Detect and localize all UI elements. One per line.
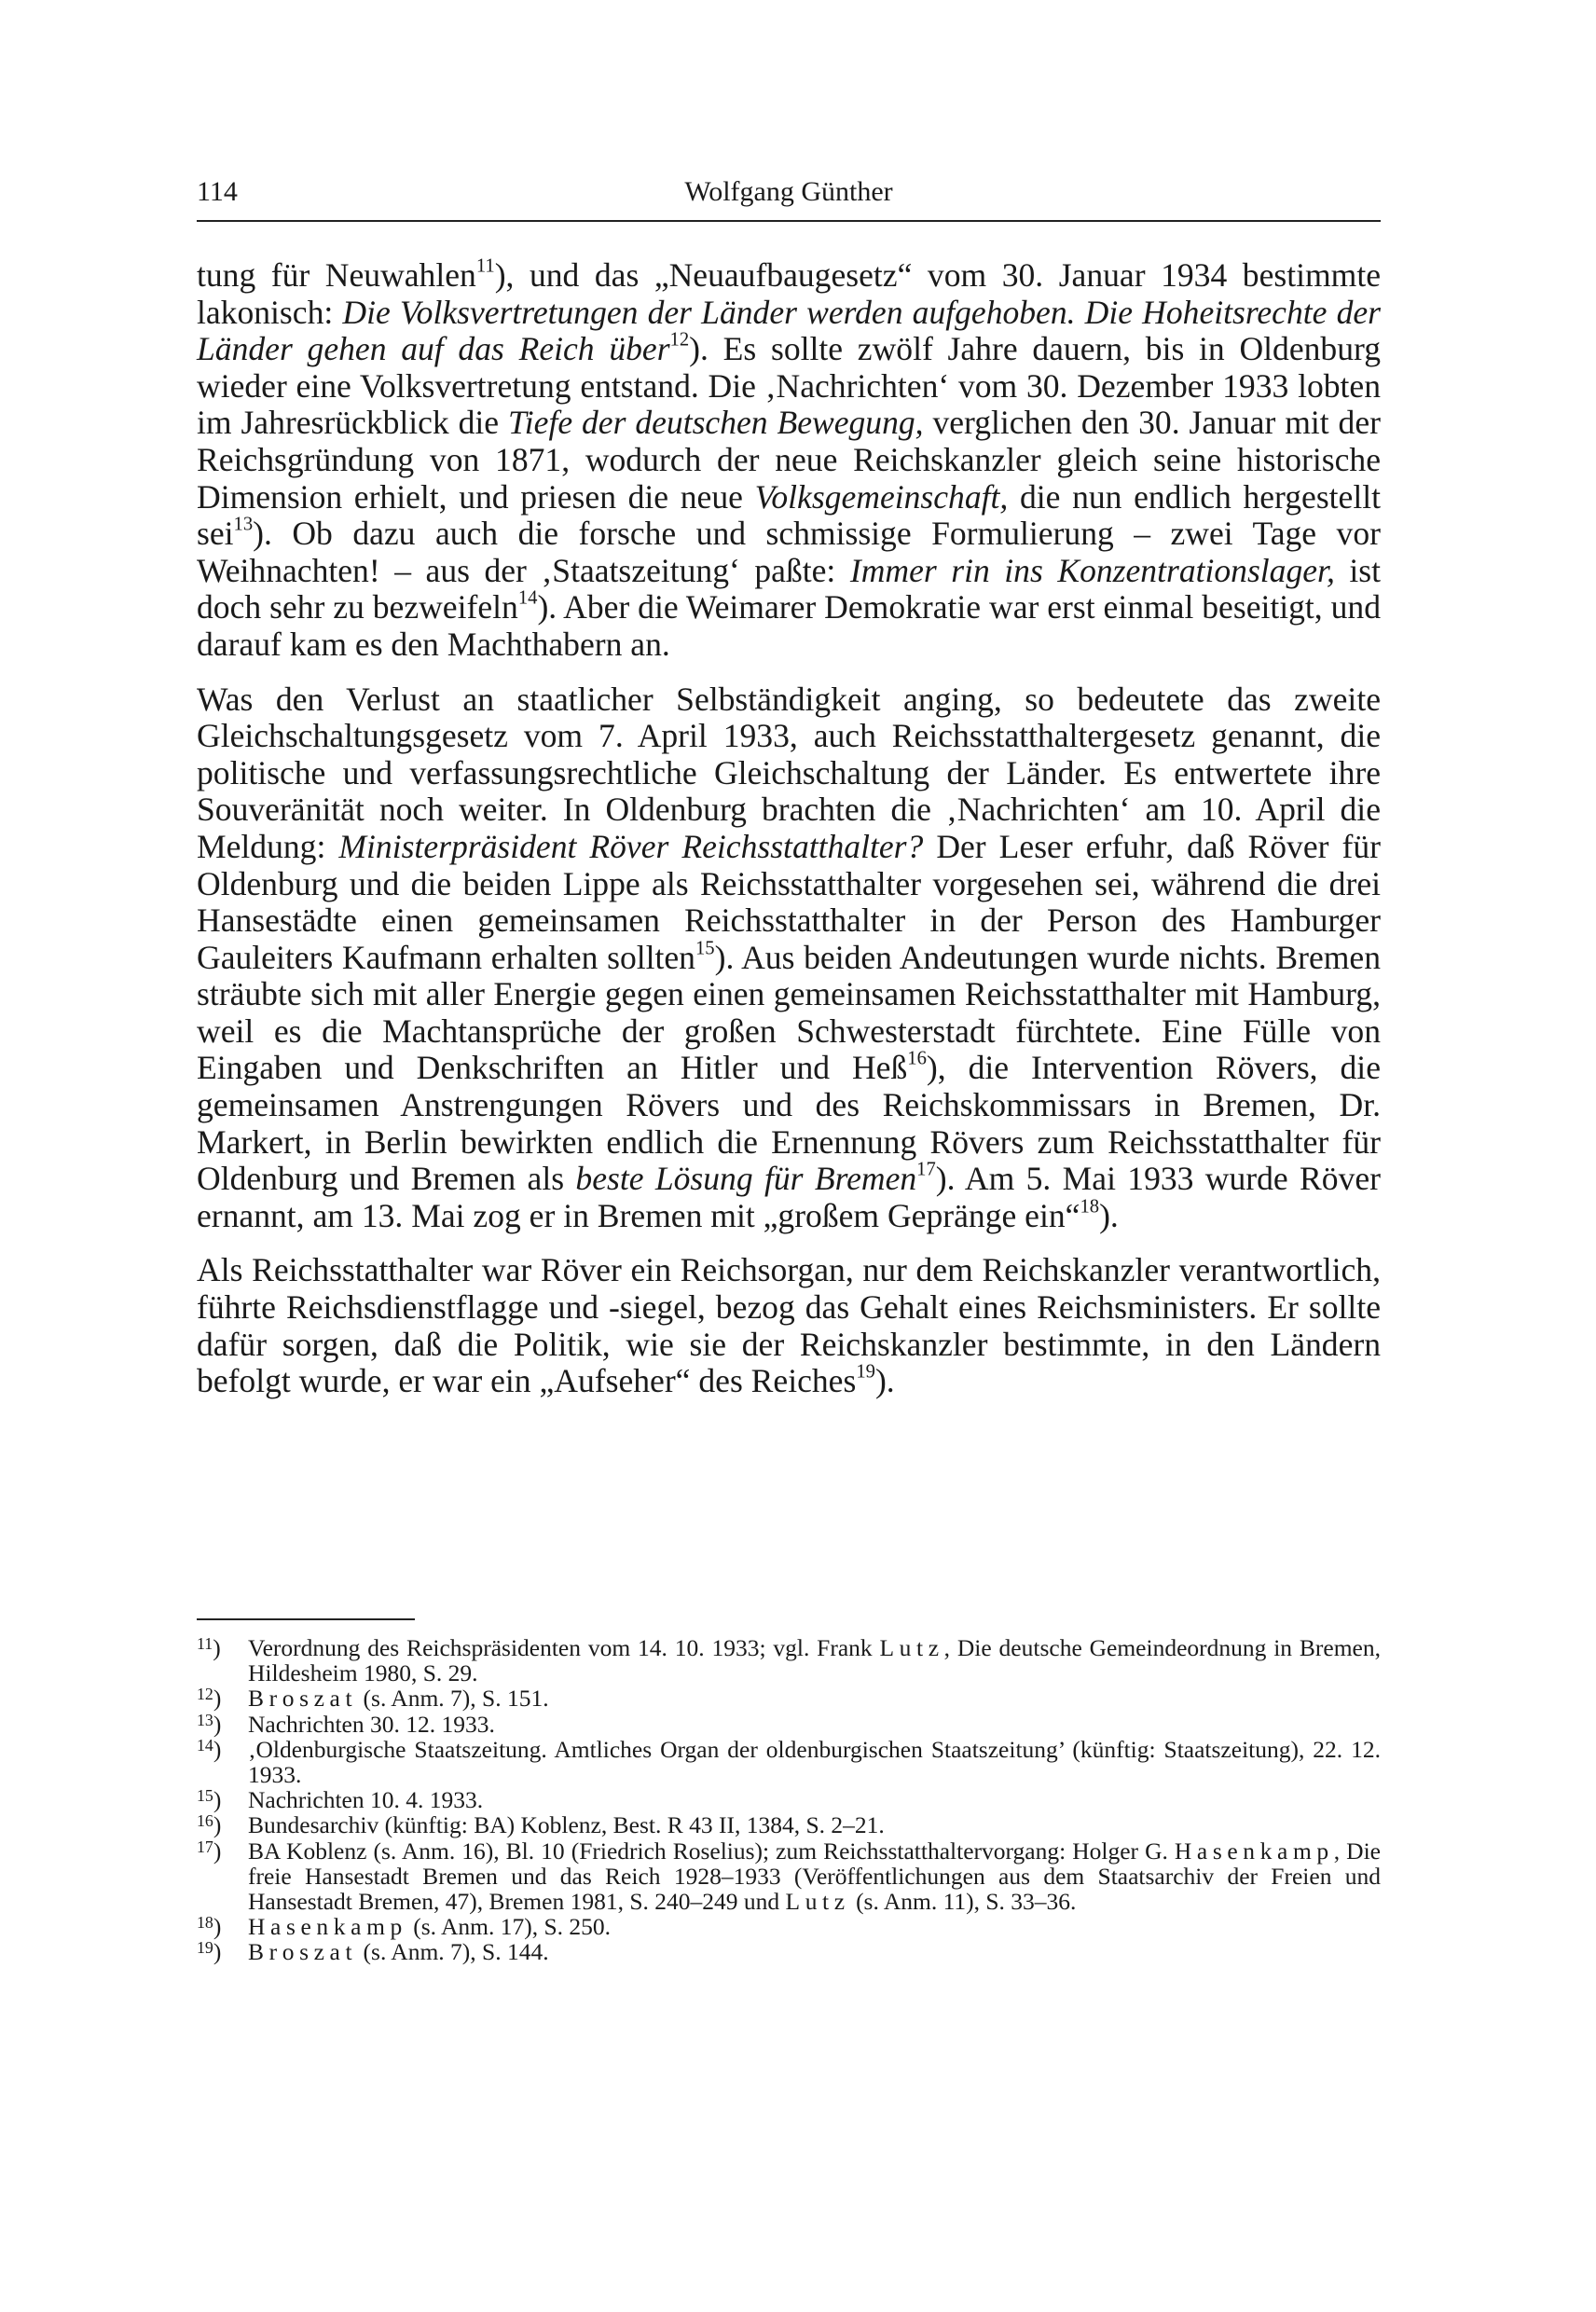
footnote-text: (s. Anm. 11), S. 33–36. xyxy=(849,1888,1077,1916)
footnote-number-text: 16 xyxy=(197,1811,213,1831)
text-run: ). xyxy=(1099,1196,1119,1234)
text-run: ). Am 5. Mai 1933 wurde Röver ernannt, am 13. Mai zog er in Bremen mit „großem Gepränge ein“ xyxy=(197,1160,1381,1234)
paragraph-1 xyxy=(197,257,1381,664)
footnote-text: Bundesarchiv (künftig: BA) Koblenz, Best. R 43 II, 1384, S. 2–21. xyxy=(248,1811,885,1839)
author-name: Lutz xyxy=(879,1634,944,1661)
footnote-number: $^{16}$) xyxy=(197,1811,222,1839)
footnote-text: Nachrichten 30. 12. 1933. xyxy=(248,1710,495,1738)
text-run: ), und das „Neuaufbaugesetz“ vom 30. Januar 1934 bestimmte lakonisch: xyxy=(197,256,1381,331)
italic-quote: Volksgemeinschaft, xyxy=(754,477,1009,516)
footnote-18 xyxy=(197,1914,1381,1939)
page-number: 114 xyxy=(197,176,238,207)
footnote-number-text: 17 xyxy=(197,1837,213,1856)
footnote-text: , Die freie Hansestadt Bremen und das Reich 1928–1933 (Veröffentlichungen aus dem Staatsarchiv der Freien und Hansestadt Bremen, 47), Bremen 1981, S. 240–249 und xyxy=(248,1837,1381,1916)
footnote-number-text: 11 xyxy=(197,1633,213,1653)
running-head-author: Wolfgang Günther xyxy=(684,176,893,207)
footnote-12 xyxy=(197,1686,1381,1711)
footnote-ref-13: 13 xyxy=(233,514,254,535)
author-name: Hasenkamp xyxy=(248,1913,407,1941)
footnote-19 xyxy=(197,1939,1381,1964)
footnote-number-text: 18 xyxy=(197,1913,213,1933)
text-run: ), die Intervention Rövers, die gemeinsamen Anstrengungen Rövers und des Reichskommissars in Bremen, Dr. Markert, in Berlin bewirkten endlich die Ernennung Rövers zum Reichsstatthalter für Oldenburg und Bremen als xyxy=(197,1049,1381,1198)
italic-quote: Ministerpräsident Röver Reichsstatthalter? xyxy=(338,827,924,865)
footnote-number: $^{15}$) xyxy=(197,1786,222,1814)
author-name: Broszat xyxy=(248,1685,358,1713)
footnote-number: $^{11}$) xyxy=(197,1633,221,1661)
text-run: ). xyxy=(874,1362,895,1400)
footnote-16 xyxy=(197,1812,1381,1837)
italic-quote: beste Lösung für Bremen xyxy=(575,1160,917,1198)
footnote-ref-16: 16 xyxy=(907,1048,927,1069)
footnote-17 xyxy=(197,1838,1381,1915)
main-text xyxy=(197,257,1381,1400)
author-name: Broszat xyxy=(248,1938,358,1966)
text-run: die nun endlich hergestellt sei xyxy=(197,477,1382,553)
footnote-ref-12: 12 xyxy=(669,329,690,351)
author-name: Lutz xyxy=(785,1888,850,1916)
footnote-ref-15: 15 xyxy=(695,938,715,959)
footnote-number: $^{17}$) xyxy=(197,1837,222,1865)
text-run: Als Reichsstatthalter war Röver ein Reichsorgan, nur dem Reichskanzler verantwortlich, führte Reichsdienstflagge und -siegel, bezog das Gehalt eines Reichsministers. Er sollte dafür sorgen, daß die Politik, wie sie der Reichskanzler bestimmte, in den Ländern befolgt wurde, er war ein „Aufseher“ des Reiches xyxy=(197,1251,1381,1400)
footnote-number-text: 19 xyxy=(197,1938,213,1958)
footnote-ref-18: 18 xyxy=(1080,1196,1100,1218)
footnote-text: Nachrichten 10. 4. 1933. xyxy=(248,1786,484,1814)
footnote-text: (s. Anm. 7), S. 144. xyxy=(357,1938,549,1966)
footnote-ref-11: 11 xyxy=(475,255,495,277)
text-run: ). Aber die Weimarer Demokratie war erst einmal beseitigt, und darauf kam es den Machthabern an. xyxy=(197,588,1381,663)
italic-quote: Immer rin ins Konzentrationslager, xyxy=(849,551,1335,589)
text-run: ). Ob dazu auch die forsche und schmissige Formulierung – zwei Tage vor Weihnachten! – aus der ‚Staatszeitung‘ paßte: xyxy=(197,515,1381,589)
footnote-text: , Die deutsche Gemeindeordnung in Bremen, Hildesheim 1980, S. 29. xyxy=(248,1634,1381,1687)
footnote-number: $^{13}$) xyxy=(197,1710,222,1738)
footnote-rule xyxy=(197,1618,415,1620)
footnote-number-text: 15 xyxy=(197,1786,213,1806)
footnote-number: $^{14}$) xyxy=(197,1735,222,1763)
footnotes xyxy=(197,1635,1381,1965)
footnote-text: (s. Anm. 7), S. 151. xyxy=(357,1685,549,1713)
footnote-11 xyxy=(197,1635,1381,1686)
text-run: ist doch sehr zu bezweifeln xyxy=(197,551,1382,626)
footnote-15 xyxy=(197,1787,1381,1812)
paragraph-2 xyxy=(197,681,1381,1235)
footnote-number: $^{18}$) xyxy=(197,1913,222,1941)
footnote-number-text: 12 xyxy=(197,1685,213,1704)
footnote-number-text: 13 xyxy=(197,1710,213,1729)
page-header xyxy=(197,173,1381,220)
text-run: ). Aus beiden Andeutungen wurde nichts. Bremen sträubte sich mit aller Energie gegen einen gemeinsamen Reichsstatthalter mit Hamburg, weil es die Machtansprüche der großen Schwesterstadt fürchtete. Eine Fülle von Eingaben und Denkschriften an Hitler und Heß xyxy=(197,938,1381,1087)
footnote-number: $^{19}$) xyxy=(197,1938,222,1966)
footnote-text: ‚Oldenburgische Staatszeitung. Amtliches Organ der oldenburgischen Staatszeitung’ (künftig: Staatszeitung), 22. 12. 1933. xyxy=(248,1735,1381,1789)
footnote-13 xyxy=(197,1712,1381,1737)
header-rule xyxy=(197,220,1381,222)
text-run: tung für Neuwahlen xyxy=(197,256,476,294)
footnote-ref-17: 17 xyxy=(916,1159,936,1180)
text-run: ). Es sollte zwölf Jahre dauern, bis in Oldenburg wieder eine Volksvertretung entstand. Die ‚Nachrichten‘ vom 30. Dezember 1933 lobten im Jahresrückblick die xyxy=(197,330,1381,442)
footnote-number-text: 14 xyxy=(197,1735,213,1755)
author-name: Hasenkamp xyxy=(1174,1837,1334,1865)
paragraph-3 xyxy=(197,1252,1381,1399)
text-run: Was den Verlust an staatlicher Selbständigkeit anging, so bedeutete das zweite Gleichschaltungsgesetz vom 7. April 1933, auch Reichsstatthaltergesetz genannt, die politische und verfassungsrechtliche Gleichschaltung der Länder. Es entwertete ihre Souveränität noch weiter. In Oldenburg brachten die ‚Nachrichten‘ am 10. April die Meldung: xyxy=(197,680,1381,865)
italic-quote: Die Volksvertretungen der Länder werden aufgehoben. Die Hoheitsrechte der Länder gehen auf das Reich über xyxy=(197,293,1381,368)
footnote-text: (s. Anm. 17), S. 250. xyxy=(406,1913,612,1941)
text-run: verglichen den 30. Januar mit der Reichsgründung von 1871, wodurch der neue Reichskanzler gleich seine historische Dimension erhielt, und priesen die neue xyxy=(197,404,1381,516)
text-run: Der Leser erfuhr, daß Röver für Oldenburg und die beiden Lippe als Reichsstatthalter vorgesehen sei, während die drei Hansestädte einen gemeinsamen Reichsstatthalter in der Person des Hamburger Gauleiters Kaufmann erhalten sollten xyxy=(197,827,1381,976)
footnote-ref-19: 19 xyxy=(856,1361,875,1383)
footnote-text: Verordnung des Reichspräsidenten vom 14. 10. 1933; vgl. Frank xyxy=(248,1634,880,1661)
footnote-text: BA Koblenz (s. Anm. 16), Bl. 10 (Friedrich Roselius); zum Reichsstatthaltervorgang: Holger G. xyxy=(248,1837,1175,1865)
footnote-number: $^{12}$) xyxy=(197,1685,222,1713)
italic-quote: Tiefe der deutschen Bewegung, xyxy=(507,404,924,442)
footnote-14 xyxy=(197,1737,1381,1787)
footnote-ref-14: 14 xyxy=(517,587,538,609)
